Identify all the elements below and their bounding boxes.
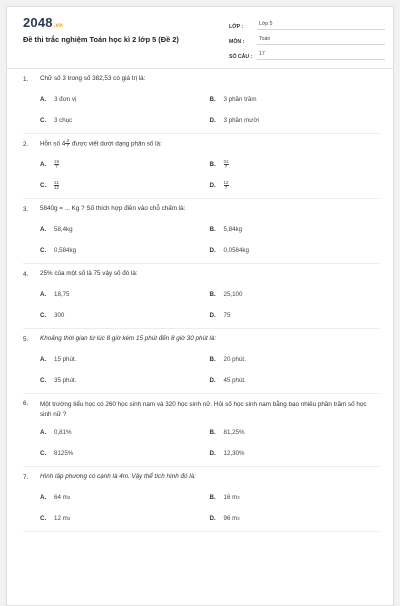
option-letter: C.: [40, 182, 47, 189]
answer-option-a[interactable]: [40, 349, 210, 370]
option-text: 0,81%: [54, 429, 72, 436]
fraction: [224, 160, 229, 170]
option-letter: D.: [209, 515, 216, 522]
option-text: 300: [54, 312, 65, 319]
answer-option-b[interactable]: [210, 219, 380, 240]
question-stem: [23, 199, 379, 219]
question-text-before: Hỗn số 4: [40, 140, 66, 148]
option-letter: A.: [40, 96, 47, 103]
answer-option-d[interactable]: [210, 508, 380, 529]
fraction-numerator: 3: [66, 137, 69, 143]
answer-option-c[interactable]: [40, 370, 210, 391]
answer-option-d[interactable]: [210, 175, 380, 196]
question-text: Chữ số 3 trong số 382,53 có giá trị là:: [40, 75, 146, 82]
fraction-numerator: 21: [54, 179, 59, 185]
option-letter: B.: [209, 429, 216, 436]
logo-suffix: .vn: [53, 23, 64, 29]
option-text: 75: [223, 312, 231, 319]
answer-options: [23, 349, 379, 391]
option-text: 3 phần mười: [223, 117, 259, 124]
option-text: 3 phần trăm: [223, 96, 257, 103]
question-7: [7, 467, 394, 532]
answer-option-d[interactable]: [210, 443, 380, 464]
option-letter: D.: [209, 182, 216, 189]
logo-main: 2048: [23, 15, 53, 30]
answer-option-c[interactable]: [40, 443, 210, 464]
answer-options: [23, 89, 379, 131]
question-text: 25% của một số là 75 vậy số đó là:: [40, 270, 138, 277]
answer-option-b[interactable]: [210, 487, 380, 508]
answer-option-d[interactable]: [210, 305, 380, 326]
fraction-denominator: 7: [66, 142, 69, 148]
option-text: 81,25%: [223, 429, 245, 436]
exam-title: Đề thi trắc nghiệm Toán học kì 2 lớp 5 (Đề 2): [23, 35, 179, 44]
answer-options: [23, 219, 379, 261]
option-text: 5,84kg: [223, 226, 243, 233]
exam-meta: [229, 17, 385, 62]
option-letter: B.: [209, 96, 216, 103]
option-exponent: 3: [237, 495, 240, 500]
option-letter: A.: [40, 356, 47, 363]
option-letter: B.: [209, 226, 216, 233]
meta-question-count: [229, 47, 385, 60]
fraction-numerator: 31: [223, 158, 229, 164]
answer-option-c[interactable]: [40, 305, 210, 326]
option-letter: A.: [40, 226, 47, 233]
question-5: [7, 329, 394, 394]
answer-option-c[interactable]: [40, 175, 210, 196]
option-letter: A.: [40, 429, 47, 436]
fraction-denominator: 7: [55, 163, 58, 169]
question-number: 7.: [23, 473, 29, 481]
answer-options: [23, 284, 379, 326]
answer-option-d[interactable]: [210, 110, 380, 131]
answer-option-a[interactable]: [40, 284, 210, 305]
question-4: [7, 264, 394, 329]
question-stem: [23, 394, 379, 422]
option-exponent: 3: [237, 516, 240, 521]
meta-label: LỚP :: [229, 24, 244, 30]
answer-option-b[interactable]: [210, 349, 380, 370]
option-letter: C.: [40, 247, 47, 254]
option-letter: B.: [209, 494, 216, 501]
answer-option-a[interactable]: [40, 422, 210, 443]
answer-option-b[interactable]: [210, 284, 380, 305]
option-text: 15 phút.: [54, 356, 77, 363]
meta-value: Toán: [257, 36, 385, 45]
option-letter: C.: [40, 312, 47, 319]
option-text: 18,75: [54, 291, 70, 298]
option-letter: D.: [209, 312, 216, 319]
site-logo[interactable]: [23, 15, 63, 30]
option-letter: B.: [209, 291, 216, 298]
question-list: [7, 69, 394, 532]
question-stem: [23, 264, 379, 284]
meta-value: 17: [257, 51, 385, 60]
question-1: [7, 69, 394, 134]
option-text: 3 chục: [54, 117, 73, 124]
option-letter: A.: [40, 291, 47, 298]
option-letter: C.: [40, 117, 47, 124]
fraction-numerator: 19: [54, 158, 59, 164]
question-number: 1.: [23, 75, 29, 83]
fraction-denominator: 12: [54, 184, 59, 190]
question-text-after: được viết dưới dạng phân số là:: [70, 140, 162, 148]
meta-label: SỐ CÂU :: [229, 54, 253, 60]
answer-option-a[interactable]: [40, 89, 210, 110]
question-number: 6.: [23, 400, 29, 407]
question-text: [40, 139, 379, 150]
option-text: 35 phút.: [54, 377, 77, 384]
answer-option-a[interactable]: [40, 154, 210, 175]
option-text: 0,584kg: [54, 247, 77, 254]
option-letter: C.: [40, 515, 47, 522]
option-letter: A.: [40, 494, 47, 501]
question-number: 2.: [23, 140, 29, 148]
question-text: Một trường tiểu học có 260 học sinh nam và 320 học sinh nữ. Hỏi số học sinh nam bằng bao nhiêu phần trăm số học sinh nữ ?: [40, 401, 367, 418]
meta-class: [229, 17, 385, 30]
option-text: 45 phút.: [223, 377, 246, 384]
answer-option-b[interactable]: [210, 154, 380, 175]
answer-option-b[interactable]: [210, 422, 380, 443]
fraction-numerator: 12: [223, 179, 229, 185]
option-letter: C.: [40, 450, 47, 457]
answer-options: [23, 154, 379, 196]
option-letter: D.: [209, 377, 216, 384]
answer-options: [23, 422, 379, 464]
fraction-denominator: 7: [224, 163, 228, 169]
meta-subject: [229, 32, 385, 45]
option-letter: D.: [209, 247, 216, 254]
question-text: Hình lập phương có cạnh là 4m. Vậy thể tích hình đó là:: [40, 473, 196, 480]
option-letter: D.: [209, 450, 216, 457]
option-letter: C.: [40, 377, 47, 384]
option-text: 3 đơn vị: [54, 96, 77, 103]
question-number: 5.: [23, 335, 29, 343]
question-number: 4.: [23, 270, 29, 278]
answer-option-c[interactable]: [40, 508, 210, 529]
fraction: [54, 181, 59, 191]
answer-option-a[interactable]: [40, 487, 210, 508]
option-text: 58,4kg: [54, 226, 73, 233]
option-text: 64 m: [54, 494, 68, 501]
question-stem: [23, 467, 379, 487]
question-text: Khoảng thời gian từ lúc 8 giờ kém 15 phút đến 8 giờ 30 phút là:: [40, 335, 217, 342]
option-letter: B.: [209, 356, 216, 363]
answer-option-d[interactable]: [210, 240, 380, 261]
option-text: 12 m: [54, 515, 68, 522]
meta-label: MÔN :: [229, 39, 245, 45]
question-divider: [23, 531, 379, 532]
option-letter: A.: [40, 161, 47, 168]
option-text: 8125%: [54, 450, 74, 457]
option-text: 96 m: [223, 515, 238, 522]
question-6: [7, 394, 394, 467]
answer-option-b[interactable]: [210, 89, 380, 110]
exam-header: [7, 7, 393, 69]
option-letter: B.: [209, 161, 216, 168]
answer-option-c[interactable]: [40, 110, 210, 131]
fraction-denominator: 7: [224, 184, 228, 190]
answer-option-a[interactable]: [40, 219, 210, 240]
answer-option-d[interactable]: [210, 370, 380, 391]
answer-options: [23, 487, 379, 529]
exam-sheet: [6, 6, 394, 606]
fraction: [54, 160, 59, 170]
question-stem: [23, 329, 379, 349]
question-2: [7, 134, 394, 199]
fraction: [224, 181, 229, 191]
question-3: [7, 199, 394, 264]
option-letter: D.: [209, 117, 216, 124]
meta-value: Lớp 5: [257, 21, 385, 30]
question-stem: [23, 134, 379, 154]
answer-option-c[interactable]: [40, 240, 210, 261]
option-text: 0,0584kg: [223, 247, 249, 254]
option-text: 16 m: [223, 494, 238, 501]
option-text: 25,100: [223, 291, 243, 298]
option-text: 12,30%: [223, 450, 245, 457]
option-exponent: 3: [67, 516, 71, 521]
option-exponent: 3: [67, 495, 71, 500]
option-text: 20 phút.: [223, 356, 246, 363]
question-stem: [23, 69, 379, 89]
question-text: 5840g = ... Kg ? Số thích hợp điền vào chỗ chấm là:: [40, 205, 186, 212]
question-number: 3.: [23, 205, 29, 213]
